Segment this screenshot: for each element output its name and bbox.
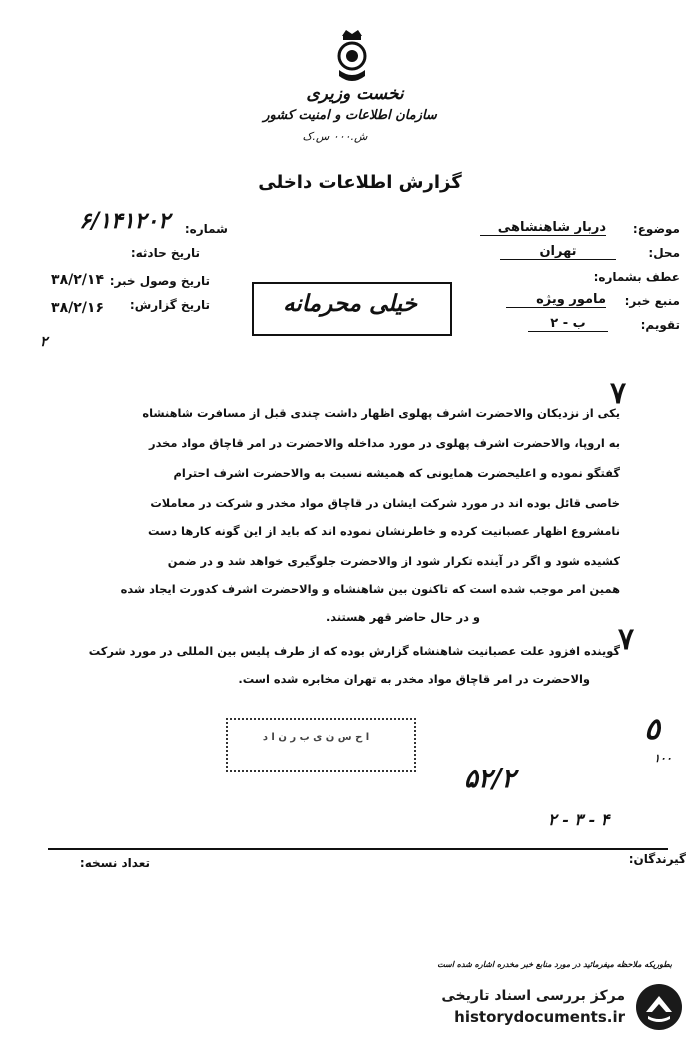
office-code: ش.۰۰۰ س.ک xyxy=(302,130,368,143)
body-line: کشیده شود و اگر در آینده تکرار شود از والاحضرت جلوگیری خواهد شد و در ضمن xyxy=(167,554,620,568)
place-value: تهران xyxy=(500,244,616,260)
body-line: خاصی قائل بوده اند در مورد شرکت ایشان در قاچاق مواد مخدر و شرکت در معاملات xyxy=(150,496,620,510)
paragraph-mark-2: ٧ xyxy=(618,622,635,657)
received-date-label: تاریخ وصول خبر: xyxy=(109,274,210,288)
body-line: والاحضرت در امر قاچاق مواد مخدر به تهران مخابره شده است. xyxy=(238,672,590,686)
organization-name: سازمان اطلاعات و امنیت کشور xyxy=(263,108,437,123)
body-line: گفتگو نموده و اعلیحضرت همایونی که همیشه نسبت به والاحضرت اشرف احترام xyxy=(173,466,620,480)
margin-note-file: ۵۲/۲ xyxy=(464,764,516,794)
report-date-label: تاریخ گزارش: xyxy=(129,298,210,312)
margin-note-sub: ١٠٠ xyxy=(654,752,672,765)
report-title: گزارش اطلاعات داخلی xyxy=(258,172,462,193)
small-mark: ۲ xyxy=(40,334,48,350)
watermark-url[interactable]: historydocuments.ir xyxy=(454,1008,625,1026)
crown-emblem-icon xyxy=(332,28,372,86)
report-date-value: ۳۸/۲/۱۶ xyxy=(51,300,104,316)
received-date-value: ۳۸/۲/۱۴ xyxy=(51,272,104,288)
body-line: گوینده افزود علت عصبانیت شاهنشاه گزارش بوده که از طرف پلیس بین المللی در مورد شرکت xyxy=(88,644,620,658)
body-line: همین امر موجب شده است که تاکنون بین شاهنشاه و والاحضرت اشرف کدورت ایجاد شده xyxy=(120,582,620,596)
footnote: بطوریکه ملاحظه میفرمائید در مورد منابع خبر مخدره اشاره شده است xyxy=(437,960,672,969)
number-label: شماره: xyxy=(184,222,228,236)
footer-divider xyxy=(48,848,668,850)
paragraph-mark-1: ٧ xyxy=(610,376,627,411)
copies-label: تعداد نسخه: xyxy=(79,856,150,870)
body-line: یکی از نزدیکان والاحضرت اشرف پهلوی اظهار داشت چندی قبل از مسافرت شاهنشاه xyxy=(142,406,620,420)
margin-note-number: ٥ xyxy=(644,712,661,747)
subject-value: دربار شاهنشاهی xyxy=(480,220,606,236)
confidential-stamp-text: خیلی محرمانه xyxy=(283,290,417,317)
archive-logo-icon xyxy=(634,982,684,1032)
incident-date-label: تاریخ حادثه: xyxy=(130,246,200,260)
watermark-org: مرکز بررسی اسناد تاریخی xyxy=(441,988,625,1004)
assessment-label: تقویم: xyxy=(640,318,680,332)
place-label: محل: xyxy=(648,246,680,260)
document-number: ۶/۱۴۱۲۰۲ xyxy=(79,208,170,234)
assessment-value: ب - ۲ xyxy=(528,316,608,332)
body-line: و در حال حاضر قهر هستند. xyxy=(325,610,480,624)
body-line: نامشروع اظهار عصبانیت کرده و خاطرنشان نموده اند که باید از این گونه کارها دست xyxy=(147,524,620,538)
body-line: به اروپا، والاحضرت اشرف پهلوی در مورد مداخله والاحضرت در امر قاچاق مواد مخدر xyxy=(149,436,620,450)
reference-label: عطف بشماره: xyxy=(593,270,680,284)
subject-label: موضوع: xyxy=(632,222,680,236)
recipients-label: گیرندگان: xyxy=(628,852,686,866)
office-name: نخست وزیری xyxy=(306,84,404,104)
redacted-box xyxy=(226,718,416,772)
source-label: منبع خبر: xyxy=(624,294,680,308)
source-value: مامور ویژه xyxy=(506,292,606,308)
margin-note-sequence: ۲ - ۳ - ۴ xyxy=(548,810,610,829)
redacted-box-text: ا ح س ن ی ب ر ن ا د xyxy=(262,732,370,743)
